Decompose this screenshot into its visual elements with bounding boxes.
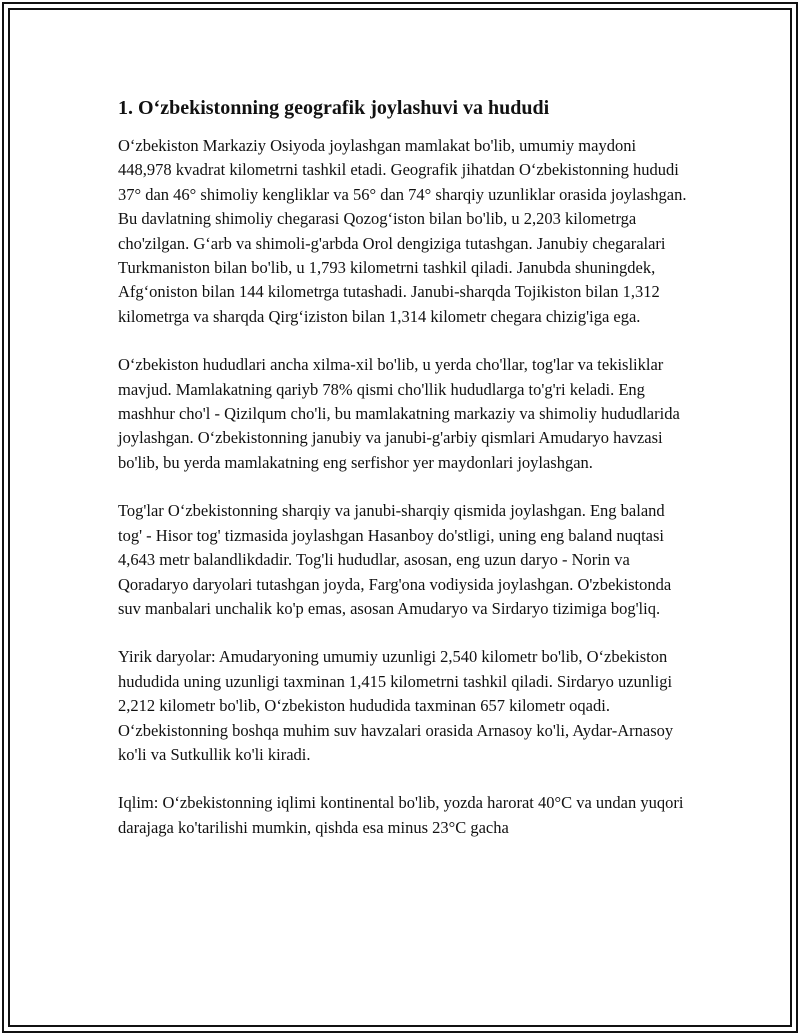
paragraph-rivers: Yirik daryolar: Amudaryoning umumiy uzunligi 2,540 kilometr bo'lib, O‘zbekiston hududida uning uzunligi taxminan 1,415 kilometrni tashkil qiladi. Sirdaryo uzunligi 2,212 kilometr bo'lib, O‘zbekiston hududida taxminan 657 kilometr oqadi. O‘zbekistonning boshqa muhim suv havzalari orasida Arnasoy ko'li, Aydar-Arnasoy ko'li va Sutkullik ko'li kiradi.: [118, 647, 674, 764]
paragraph-geography: O‘zbekiston Markaziy Osiyoda joylashgan mamlakat bo'lib, umumiy maydoni 448,978 kvadrat kilometrni tashkil etadi. Geografik jihatdan O‘zbekistonning hududi 37° dan 46° shimoliy kengliklar va 56° dan 74° sharqiy uzunliklar orasida joylashgan. Bu davlatning shimoliy chegarasi Qozog‘iston bilan bo'lib, u 2,203 kilometrga cho'zilgan. G‘arb va shimoli-g'arbda Orol dengiziga tutashgan. Janubiy chegaralari Turkmaniston bilan bo'lib, u 1,793 kilometrni tashkil qiladi. Janubda shuningdek, Afg‘oniston bilan 144 kilometrga tutashadi. Janubi-sharqda Tojikiston bilan 1,312 kilometrga va sharqda Qirg‘iziston bilan 1,314 kilometr chegara chizig'iga ega.: [118, 136, 687, 326]
section-heading: 1. O‘zbekistonning geografik joylashuvi va hududi: [118, 97, 550, 119]
document-body: [118, 94, 688, 864]
paragraph-terrain: O‘zbekiston hududlari ancha xilma-xil bo'lib, u yerda cho'llar, tog'lar va tekisliklar mavjud. Mamlakatning qariyb 78% qismi cho'llik hududlarga to'g'ri keladi. Eng mashhur cho'l - Qizilqum cho'li, bu mamlakatning markaziy va shimoliy hududlarida joylashgan. O‘zbekistonning janubiy va janubi-g'arbiy qismlari Amudaryo havzasi bo'lib, bu yerda mamlakatning eng serfishor yer maydonlari joylashgan.: [118, 355, 680, 472]
paragraph-mountains: Tog'lar O‘zbekistonning sharqiy va janubi-sharqiy qismida joylashgan. Eng baland tog' - Hisor tog' tizmasida joylashgan Hasanboy do'stligi, uning eng baland nuqtasi 4,643 metr balandlikdadir. Tog'li hududlar, asosan, eng uzun daryo - Norin va Qoradaryo daryolari tutashgan joyda, Farg'ona vodiysida joylashgan. O'zbekistonda suv manbalari unchalik ko'p emas, asosan Amudaryo va Sirdaryo tizimiga bog'liq.: [118, 501, 672, 618]
paragraph-climate: Iqlim: O‘zbekistonning iqlimi kontinental bo'lib, yozda harorat 40°C va undan yuqori darajaga ko'tarilishi mumkin, qishda esa minus 23°C gacha: [118, 793, 684, 837]
